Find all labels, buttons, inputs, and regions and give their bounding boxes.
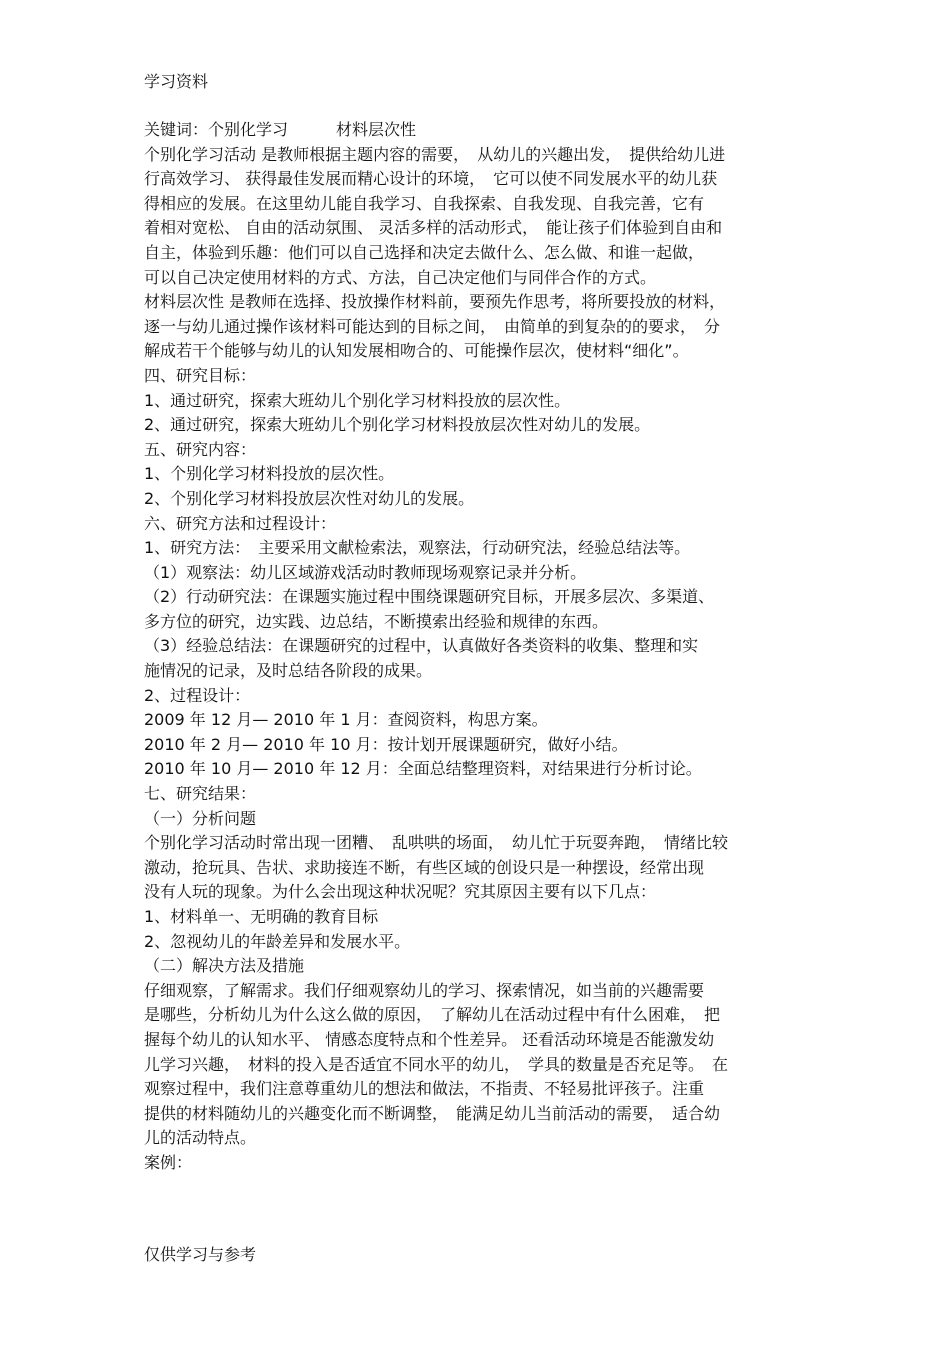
text-line: 材料层次性 是教师在选择、投放操作材料前，要预先作思考，将所要投放的材料， — [144, 292, 726, 312]
text-line: 得相应的发展。在这里幼儿能自我学习、自我探索、自我发现、自我完善，它有 — [144, 193, 705, 213]
text-line: 2010 年 10 月— 2010 年 12 月：全面总结整理资料，对结果进行分析讨论。 — [144, 759, 702, 779]
text-line: 提供的材料随幼儿的兴趣变化而不断调整， 能满足幼儿当前活动的需要， 适合幼 — [144, 1103, 721, 1123]
text-line: 解成若干个能够与幼儿的认知发展相吻合的、可能操作层次，使材料“细化”。 — [144, 341, 689, 361]
text-line: 观察过程中，我们注意尊重幼儿的想法和做法，不指责、不轻易批评孩子。注重 — [144, 1079, 705, 1099]
text-line: 可以自己决定使用材料的方式、方法，自己决定他们与同伴合作的方式。 — [144, 267, 657, 287]
text-line: 2010 年 2 月— 2010 年 10 月：按计划开展课题研究，做好小结。 — [144, 734, 628, 754]
text-line: 2009 年 12 月— 2010 年 1 月：查阅资料，构思方案。 — [144, 710, 548, 730]
text-line: 多方位的研究，边实践、边总结，不断摸索出经验和规律的东西。 — [144, 611, 609, 631]
text-line: 1、研究方法： 主要采用文献检索法，观察法，行动研究法，经验总结法等。 — [144, 538, 691, 558]
text-line: 个别化学习活动 是教师根据主题内容的需要， 从幼儿的兴趣出发， 提供给幼儿进 — [144, 144, 726, 164]
section-heading: 七、研究结果： — [144, 784, 257, 804]
text-line: 没有人玩的现象。为什么会出现这种状况呢？究其原因主要有以下几点： — [144, 882, 657, 902]
text-line: （3）经验总结法：在课题研究的过程中，认真做好各类资料的收集、整理和实 — [144, 636, 699, 656]
text-line: 逐一与幼儿通过操作该材料可能达到的目标之间， 由简单的到复杂的的要求， 分 — [144, 316, 721, 336]
text-line: 1、通过研究，探索大班幼儿个别化学习材料投放的层次性。 — [144, 390, 571, 410]
text-line: 行高效学习、 获得最佳发展而精心设计的环境， 它可以使不同发展水平的幼儿获 — [144, 169, 718, 189]
section-heading: 六、研究方法和过程设计： — [144, 513, 337, 533]
page-footer: 仅供学习与参考 — [144, 1245, 257, 1264]
text-line: （1）观察法：幼儿区域游戏活动时教师现场观察记录并分析。 — [144, 562, 587, 582]
section-heading: 四、研究目标： — [144, 365, 257, 385]
text-line: （2）行动研究法：在课题实施过程中围绕课题研究目标，开展多层次、多渠道、 — [144, 587, 715, 607]
text-line: 2、通过研究，探索大班幼儿个别化学习材料投放层次性对幼儿的发展。 — [144, 415, 651, 435]
text-line: 自主，体验到乐趣：他们可以自己选择和决定去做什么、怎么做、和谁一起做， — [144, 242, 705, 262]
text-line: 激动，抢玩具、告状、求助接连不断，有些区域的创设只是一种摆设，经常出现 — [144, 857, 705, 877]
text-line: 仔细观察，了解需求。我们仔细观察幼儿的学习、探索情况，如当前的兴趣需要 — [144, 980, 705, 1000]
text-line: 1、个别化学习材料投放的层次性。 — [144, 464, 395, 484]
page-header: 学习资料 — [144, 72, 209, 91]
text-line: 着相对宽松、 自由的活动氛围、 灵活多样的活动形式， 能让孩子们体验到自由和 — [144, 218, 723, 238]
text-line: 儿学习兴趣， 材料的投入是否适宜不同水平的幼儿， 学具的数量是否充足等。 在 — [144, 1054, 729, 1074]
text-line: （二）解决方法及措施 — [144, 956, 305, 976]
document-body — [144, 118, 814, 1176]
text-line: 握每个幼儿的认知水平、 情感态度特点和个性差异。 还看活动环境是否能激发幼 — [144, 1029, 715, 1049]
text-line: 2、忽视幼儿的年龄差异和发展水平。 — [144, 931, 411, 951]
text-line: （一）分析问题 — [144, 808, 257, 828]
text-line: 1、材料单一、无明确的教育目标 — [144, 907, 379, 926]
text-line: 案例： — [144, 1152, 193, 1172]
text-line: 施情况的记录，及时总结各阶段的成果。 — [144, 661, 433, 681]
text-line: 个别化学习活动时常出现一团糟、 乱哄哄的场面， 幼儿忙于玩耍奔跑， 情绪比较 — [144, 833, 729, 853]
text-line: 2、过程设计： — [144, 685, 251, 705]
section-heading: 五、研究内容： — [144, 439, 257, 459]
text-line: 是哪些，分析幼儿为什么这么做的原因， 了解幼儿在活动过程中有什么困难， 把 — [144, 1005, 721, 1025]
text-line: 关键词：个别化学习 材料层次性 — [144, 120, 417, 139]
text-line: 2、个别化学习材料投放层次性对幼儿的发展。 — [144, 488, 475, 508]
text-line: 儿的活动特点。 — [144, 1128, 257, 1148]
